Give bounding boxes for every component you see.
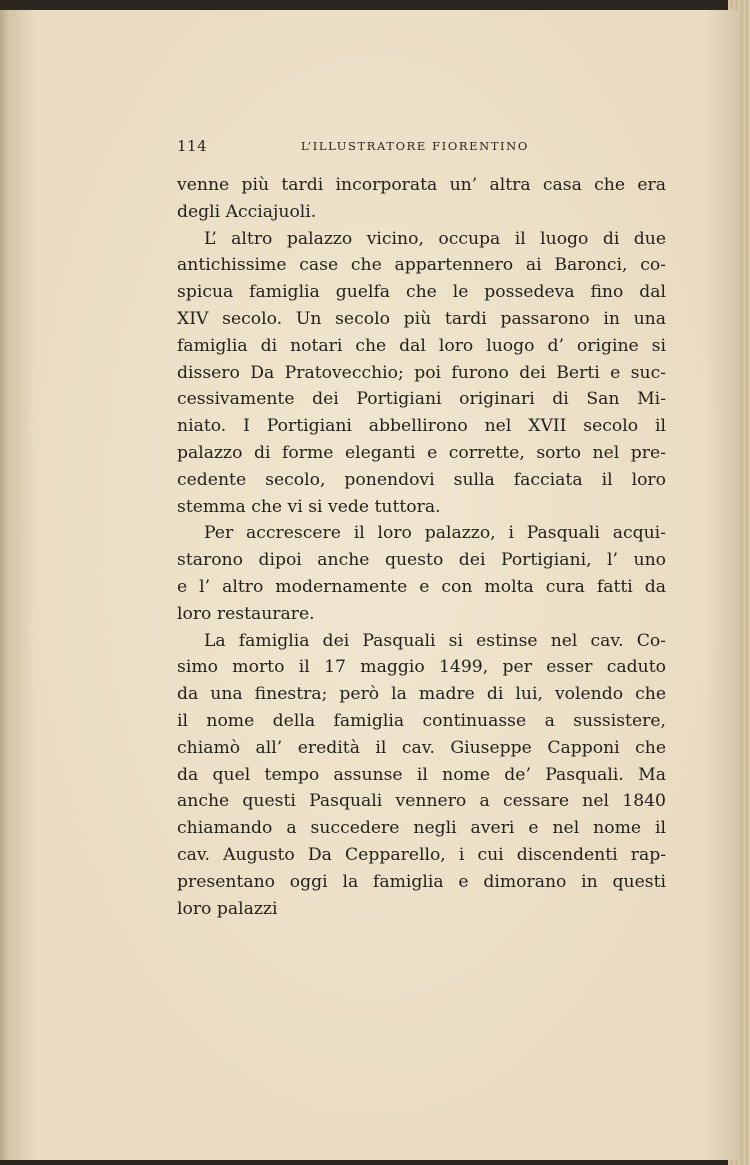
- text-line: anche questi Pasquali vennero a cessare nel 1840: [177, 791, 666, 812]
- text-line: cedente secolo, ponendovi sulla facciata il loro: [177, 469, 666, 490]
- text-line: degli Acciajuoli.: [177, 201, 317, 222]
- text-line: starono dipoi anche questo dei Portigiani, l’ uno: [177, 550, 666, 571]
- text-line: chiamando a succedere negli averi e nel nome il: [177, 818, 666, 839]
- text-line: spicua famiglia guelfa che le possedeva fino dal: [177, 282, 666, 303]
- paragraph-start-line: La famiglia dei Pasquali si estinse nel cav. Co-: [204, 630, 666, 651]
- running-head: [177, 137, 534, 157]
- text-line: venne più tardi incorporata un’ altra casa che era: [177, 175, 666, 195]
- text-line: il nome della famiglia continuasse a sussistere,: [177, 710, 666, 731]
- text-line: loro restaurare.: [177, 603, 315, 624]
- text-line: presentano oggi la famiglia e dimorano in questi: [177, 871, 666, 892]
- binding-gutter: [0, 10, 16, 1160]
- paragraph-start-line: Per accrescere il loro palazzo, i Pasquali acqui-: [204, 523, 666, 544]
- page-number: 114: [177, 137, 208, 155]
- text-line: niato. I Portigiani abbellirono nel XVII secolo il: [177, 416, 666, 437]
- text-line: famiglia di notari che dal loro luogo d’ origine si: [177, 335, 666, 356]
- paragraph-start-line: L’ altro palazzo vicino, occupa il luogo di due: [204, 228, 666, 249]
- running-title: L’ILLUSTRATORE FIORENTINO: [301, 139, 529, 153]
- text-line: simo morto il 17 maggio 1499, per esser caduto: [177, 657, 666, 678]
- text-line: da una finestra; però la madre di lui, volendo che: [177, 684, 666, 705]
- text-line: antichissime case che appartennero ai Baronci, co-: [177, 255, 666, 276]
- text-line: XIV secolo. Un secolo più tardi passarono in una: [177, 308, 666, 329]
- text-line: cessivamente dei Portigiani originari di San Mi-: [177, 389, 666, 410]
- body-text: [177, 172, 666, 922]
- text-line: palazzo di forme eleganti e corrette, sorto nel pre-: [177, 442, 666, 463]
- text-line: cav. Augusto Da Cepparello, i cui discendenti rap-: [177, 844, 666, 865]
- text-line: da quel tempo assunse il nome de’ Pasquali. Ma: [177, 764, 666, 785]
- text-line: dissero Da Pratovecchio; poi furono dei Berti e suc-: [177, 362, 666, 383]
- text-line: stemma che vi si vede tuttora.: [177, 496, 441, 517]
- text-line: chiamò all’ eredità il cav. Giuseppe Capponi che: [177, 737, 666, 758]
- text-line: e l’ altro modernamente e con molta cura fatti da: [177, 576, 666, 597]
- text-line: loro palazzi: [177, 898, 278, 919]
